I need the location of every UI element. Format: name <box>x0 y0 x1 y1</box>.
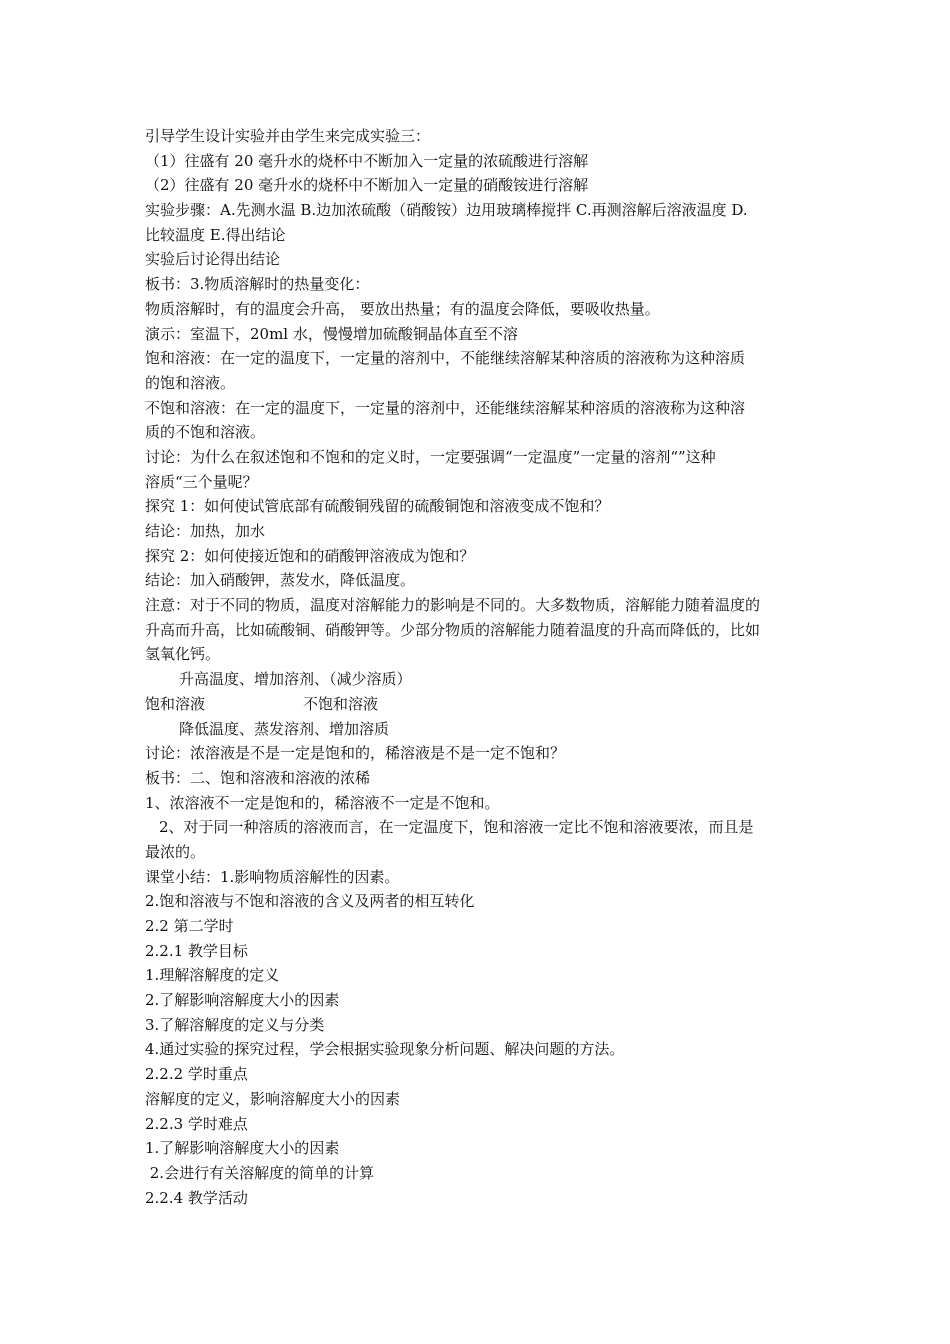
conversion-lower-label: 降低温度、蒸发溶剂、增加溶质 <box>179 719 390 738</box>
text-line: 溶解度的定义，影响溶解度大小的因素 <box>145 1089 401 1108</box>
section-heading: 2.2.4 教学活动 <box>145 1188 248 1207</box>
text-line: 结论：加入硝酸钾，蒸发水，降低温度。 <box>145 571 416 590</box>
text-line: 演示：室温下，20ml 水，慢慢增加硫酸铜晶体直至不溶 <box>145 324 518 343</box>
text-line: 物质溶解时，有的温度会升高， 要放出热量；有的温度会降低，要吸收热量。 <box>145 299 660 318</box>
text-line: 1.了解影响溶解度大小的因素 <box>145 1139 340 1158</box>
text-line: 不饱和溶液：在一定的温度下，一定量的溶剂中，还能继续溶解某种溶质的溶液称为这种溶 <box>145 398 746 417</box>
text-line: 2.饱和溶液与不饱和溶液的含义及两者的相互转化 <box>145 892 475 911</box>
text-line: 1.理解溶解度的定义 <box>145 966 280 985</box>
text-line: 课堂小结：1.影响物质溶解性的因素。 <box>145 867 400 886</box>
text-line: （2）往盛有 20 毫升水的烧杯中不断加入一定量的硝酸铵进行溶解 <box>145 176 589 195</box>
text-line: 讨论：为什么在叙述饱和不饱和的定义时，一定要强调“一定温度”一定量的溶剂“”这种 <box>145 447 716 466</box>
text-line: 板书：3.物质溶解时的热量变化： <box>145 275 370 294</box>
section-heading: 2.2 第二学时 <box>145 917 234 935</box>
text-line: 比较温度 E.得出结论 <box>145 225 286 244</box>
text-line: 探究 2：如何使接近饱和的硝酸钾溶液成为饱和？ <box>145 546 475 565</box>
text-line: 板书：二、饱和溶液和溶液的浓稀 <box>145 768 371 787</box>
text-line: 引导学生设计实验并由学生来完成实验三： <box>145 127 431 145</box>
text-line: 结论：加热，加水 <box>145 522 266 540</box>
document-page <box>145 124 810 1210</box>
text-line: 饱和溶液：在一定的温度下，一定量的溶剂中，不能继续溶解某种溶质的溶液称为这种溶质 <box>145 349 746 368</box>
text-line: 2.了解影响溶解度大小的因素 <box>145 991 340 1010</box>
text-line: 的饱和溶液。 <box>145 373 236 392</box>
text-line: 升高而升高，比如硫酸铜、硝酸钾等。少部分物质的溶解能力随着温度的升高而降低的，比如 <box>145 620 761 639</box>
section-heading: 2.2.3 学时难点 <box>145 1114 248 1133</box>
text-line: 实验后讨论得出结论 <box>145 250 281 269</box>
text-line: 最浓的。 <box>145 842 206 861</box>
text-line: 3.了解溶解度的定义与分类 <box>145 1015 325 1034</box>
saturated-solution-label: 饱和溶液 <box>145 694 206 713</box>
text-line: 氢氧化钙。 <box>145 645 221 664</box>
text-line: （1）往盛有 20 毫升水的烧杯中不断加入一定量的浓硫酸进行溶解 <box>145 151 589 170</box>
text-line: 注意：对于不同的物质，温度对溶解能力的影响是不同的。大多数物质，溶解能力随着温度的 <box>145 596 761 615</box>
text-line: 质的不饱和溶液。 <box>145 423 266 442</box>
text-line: 2.会进行有关溶解度的简单的计算 <box>145 1163 375 1182</box>
text-line: 讨论：浓溶液是不是一定是饱和的，稀溶液是不是一定不饱和？ <box>145 744 566 763</box>
conversion-diagram-row <box>145 692 810 717</box>
text-line: 4.通过实验的探究过程，学会根据实验现象分析问题、解决问题的方法。 <box>145 1040 625 1059</box>
conversion-upper-label: 升高温度、增加溶剂、（减少溶质） <box>179 670 412 689</box>
section-heading: 2.2.2 学时重点 <box>145 1065 248 1084</box>
text-line: 实验步骤：A.先测水温 B.边加浓硫酸（硝酸铵）边用玻璃棒搅拌 C.再测溶解后溶液温度 D. <box>145 201 748 220</box>
text-line: 溶质“三个量呢？ <box>145 472 258 491</box>
text-line: 探究 1：如何使试管底部有硫酸铜残留的硫酸铜饱和溶液变成不饱和？ <box>145 497 610 516</box>
text-line: 1、浓溶液不一定是饱和的，稀溶液不一定是不饱和。 <box>145 793 500 812</box>
unsaturated-solution-label: 不饱和溶液 <box>303 694 379 713</box>
section-heading: 2.2.1 教学目标 <box>145 941 248 960</box>
text-line: 2、对于同一种溶质的溶液而言，在一定温度下，饱和溶液一定比不饱和溶液要浓，而且是 <box>159 818 754 837</box>
